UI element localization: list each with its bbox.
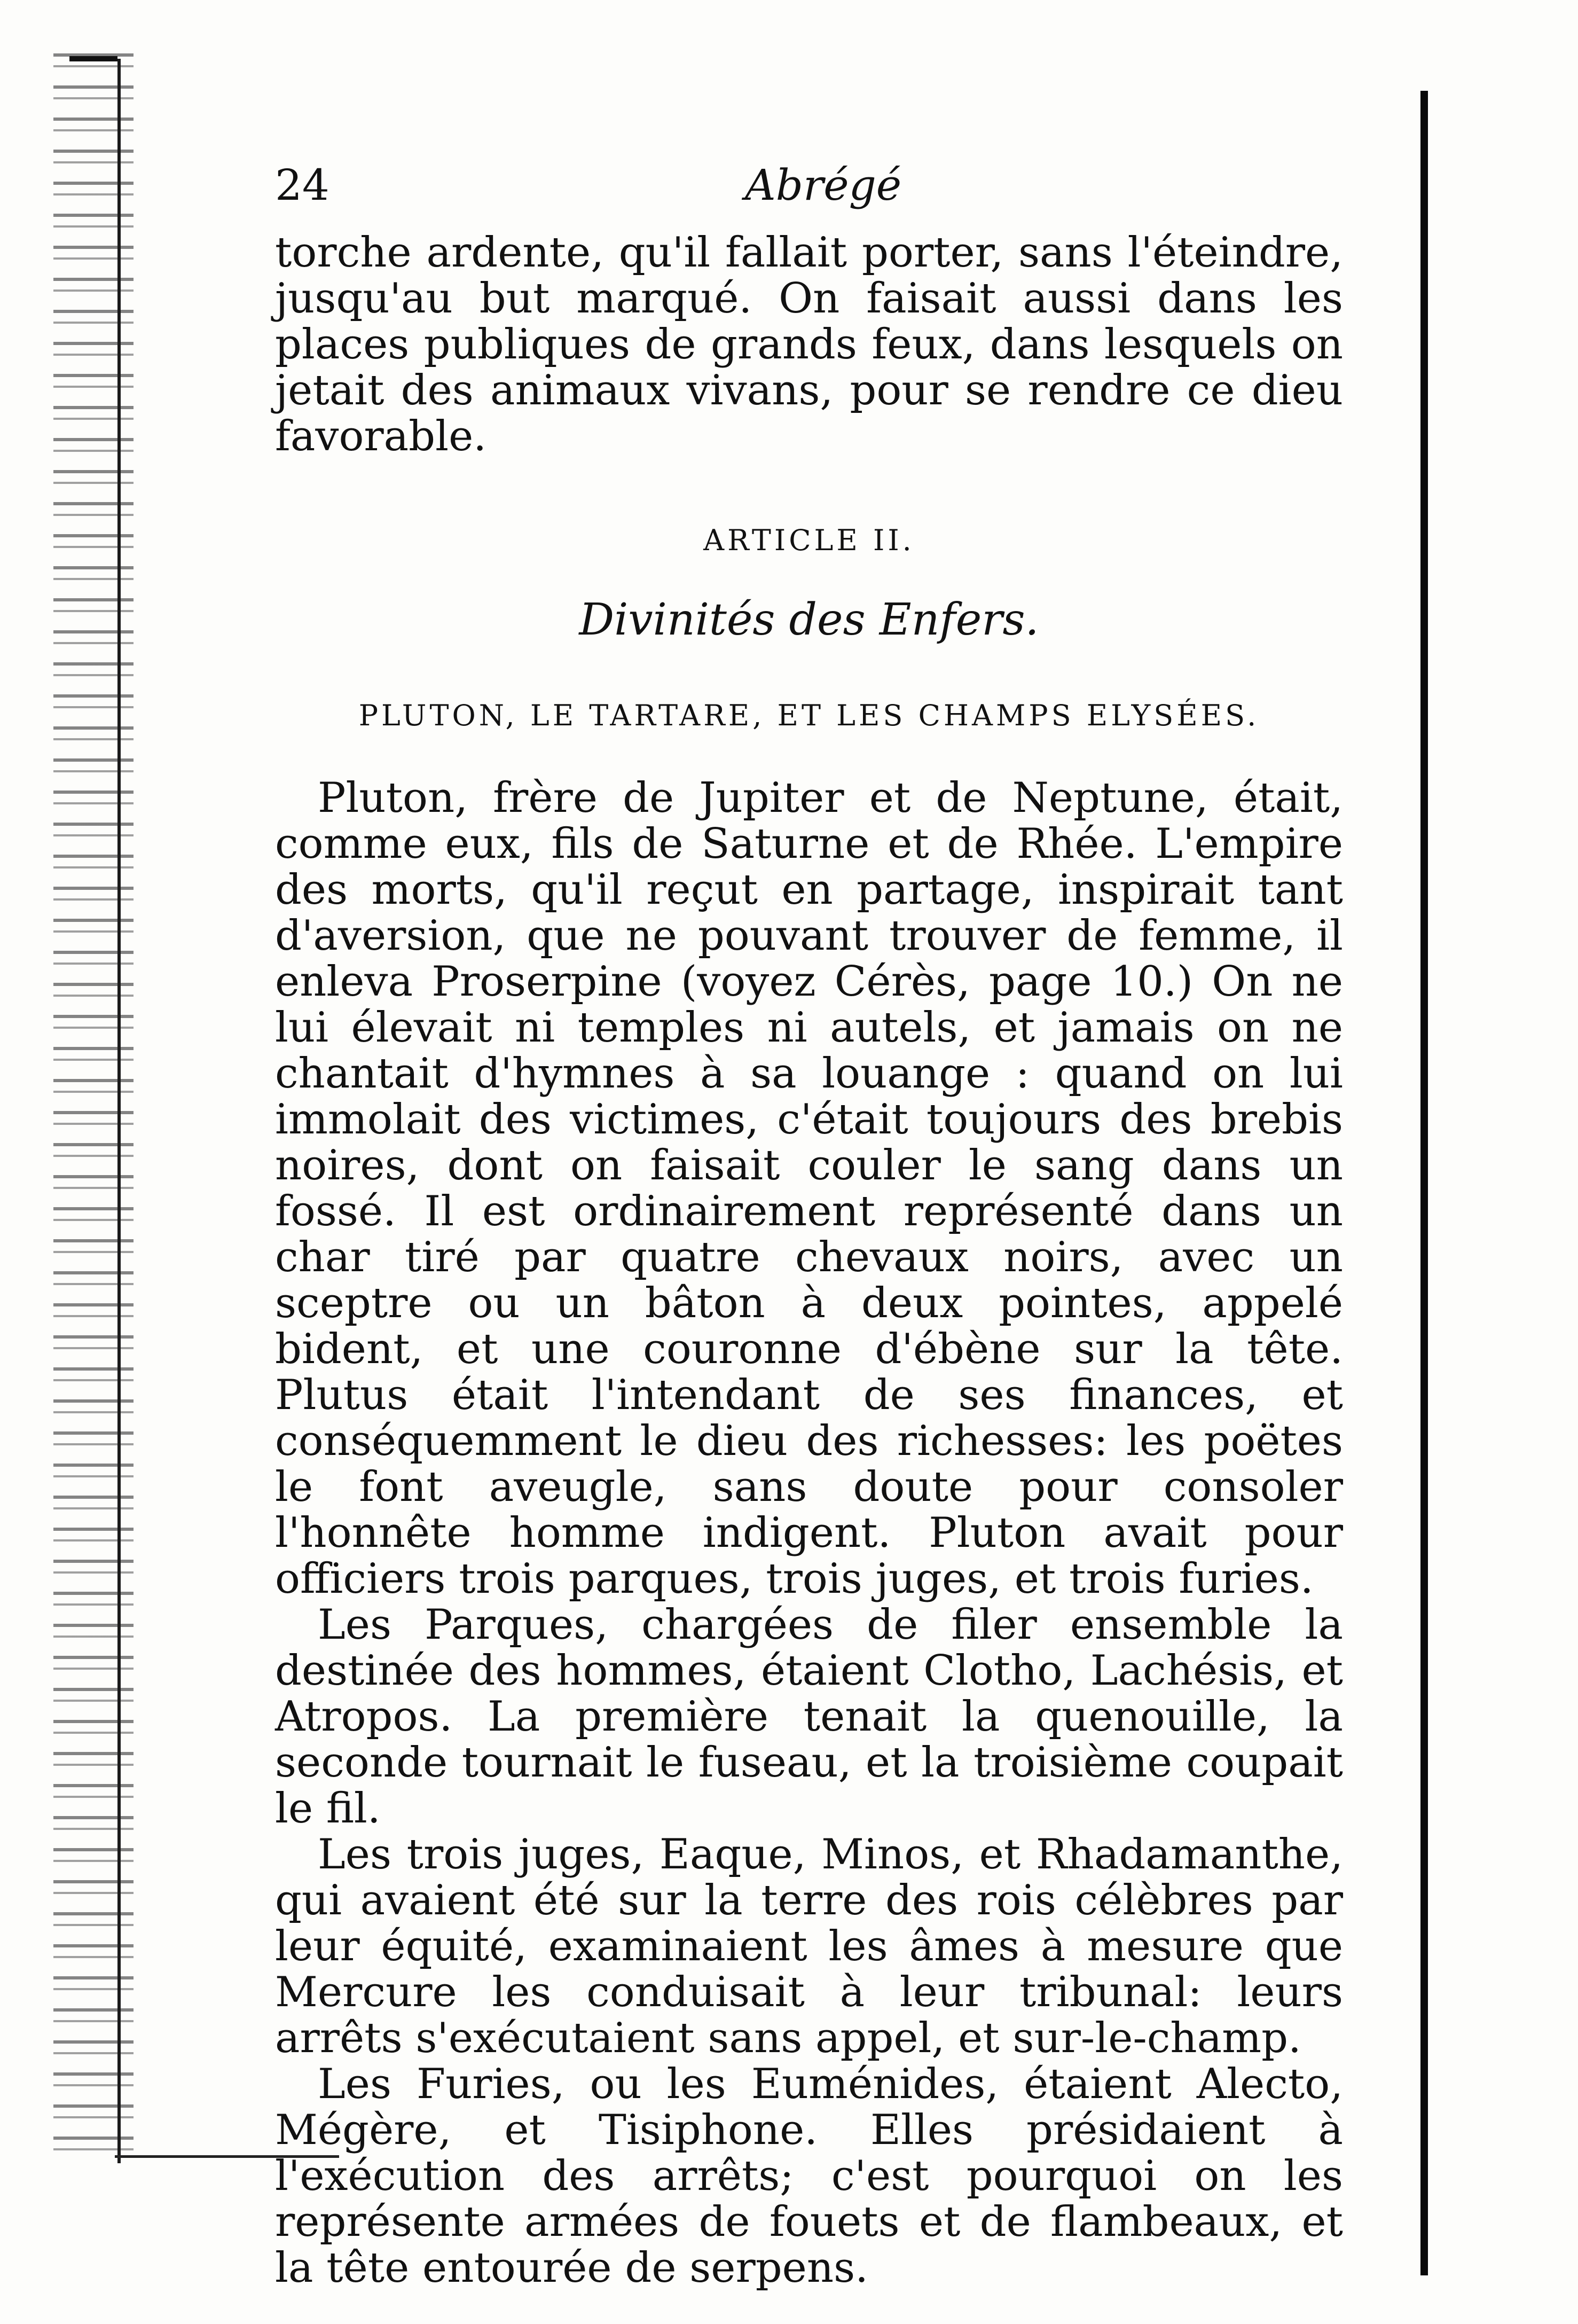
paragraph-juges: Les trois juges, Eaque, Minos, et Rhadamanthe, qui avaient été sur la terre des rois célèbres par leur équité, examinaient les âmes à mesure que Mercure les conduisait à leur tribunal: leurs arrêts s'exécutaient sans appel, et sur-le-champ. <box>275 1830 1343 2062</box>
page-number: 24 <box>275 160 329 210</box>
paragraph-furies: Les Furies, ou les Euménides, étaient Alecto, Mégère, et Tisiphone. Elles présidaient à l'exécution des arrêts; c'est pourquoi on les représente armées de fouets et de flambeaux, et la tête entourée de serpens. <box>275 2060 1343 2292</box>
binding-cap <box>69 56 117 61</box>
section-heading: Divinités des Enfers. <box>579 594 1039 645</box>
subject-heading: PLUTON, LE TARTARE, ET LES CHAMPS ELYSÉES. <box>358 699 1260 732</box>
paragraph-pluton: Pluton, frère de Jupiter et de Neptune, était, comme eux, fils de Saturne et de Rhée. L'empire des morts, qu'il reçut en partage, inspirait tant d'aversion, que ne pouvant trouver de femme, il enleva Proserpine (voyez Cérès, page 10.) On ne lui élevait ni temples ni autels, et jamais on ne chantait d'hymnes à sa louange : quand on lui immolait des victimes, c'était toujours des brebis noires, dont on faisait couler le sang dans un fossé. Il est ordinairement représenté dans un char tiré par quatre chevaux noirs, avec un sceptre ou un bâton à deux pointes, appelé bident, et une couronne d'ébène sur la tête. Plutus était l'intendant de ses finances, et conséquemment le dieu des richesses: les poëtes le font aveugle, sans doute pour consoler l'honnête homme indigent. Pluton avait pour officiers trois parques, trois juges, et trois furies. <box>275 774 1343 1603</box>
intro-paragraph: torche ardente, qu'il fallait porter, sans l'éteindre, jusqu'au but marqué. On faisait aussi dans les places publiques de grands feux, dans lesquels on jetait des animaux vivans, pour se rendre ce dieu favorable. <box>275 229 1343 460</box>
page-header <box>275 160 1343 230</box>
text-block <box>275 160 1343 2291</box>
article-label: ARTICLE II. <box>703 523 915 557</box>
running-title: Abrégé <box>745 160 902 210</box>
paragraph-parques: Les Parques, chargées de filer ensemble la destinée des hommes, étaient Clotho, Lachésis, et Atropos. La première tenait la quenouille, la seconde tournait le fuseau, et la troisième coupait le fil. <box>275 1601 1343 1833</box>
right-margin-rule <box>1420 91 1428 2275</box>
binding-edge <box>53 53 134 2163</box>
binding-line <box>117 59 121 2163</box>
